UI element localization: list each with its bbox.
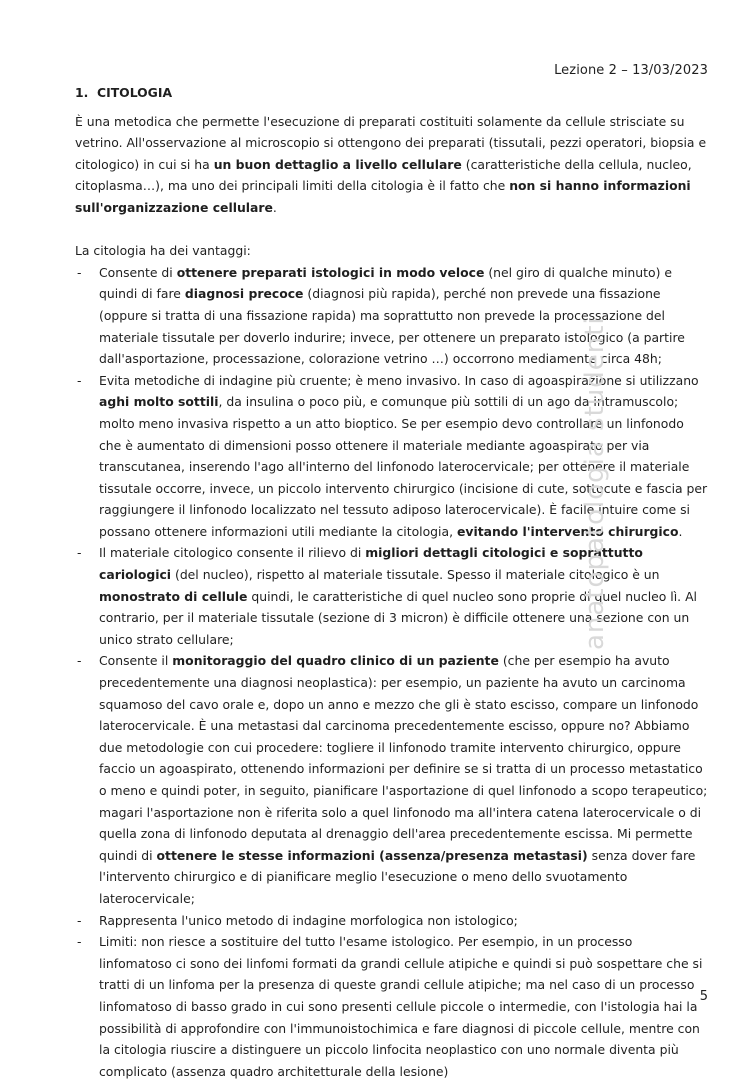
document-body: [75, 82, 709, 1082]
bold-text: monitoraggio del quadro clinico di un paziente: [172, 653, 499, 669]
list-item: [75, 370, 709, 543]
watermark-text: anatopatologia studenti: [580, 316, 610, 650]
bullet-marker: -: [77, 934, 82, 950]
list-item: [75, 542, 709, 650]
bold-text: monostrato di cellule: [99, 588, 248, 604]
text-run: Consente il: [99, 653, 173, 669]
text-run: (nel giro di qualche minuto) e quindi di fare: [99, 264, 672, 302]
section-title: CITOLOGIA: [97, 85, 173, 100]
advantages-list: [75, 262, 709, 1082]
bullet-marker: -: [77, 912, 82, 928]
bullet-marker: -: [77, 372, 82, 388]
list-item: [75, 931, 709, 1082]
text-run: (che per esempio ha avuto precedentemente una diagnosi neoplastica): per esempio, un paziente ha avuto un carcinoma squamoso del cavo orale e, dopo un anno e mezzo che gli è stato escisso, compare un linfonodo laterocervicale. È una metastasi dal carcinoma precedentemente escisso, oppure no? Abbiamo due metodologie con cui procedere: togliere il linfonodo tramite intervento chirurgico, oppure faccio un agoaspirato, ottenendo informazioni per definire se si tratta di un processo metastatico o meno e quindi poter, in seguito, pianificare l'asportazione di quel linfonodo a scopo terapeutico; magari l'asportazione non è riferita solo a quel linfonodo ma all'intera catena laterocervicale o di quella zona di linfonodo deputata al drenaggio dell'area precedentemente escissa. Mi permette quindi di: [99, 653, 708, 863]
text-run: senza dover fare l'intervento chirurgico e di pianificare meglio l'esecuzione o meno dello svuotamento laterocervicale;: [99, 847, 696, 906]
text-run: quindi, le caratteristiche di quel nucleo sono proprie di quel nucleo lì. Al contrario, per il materiale tissutale (sezione di 3 micron) è difficile ottenere una sezione con un unico strato cellulare;: [99, 588, 697, 647]
bold-text: diagnosi precoce: [184, 286, 304, 302]
list-item: [75, 262, 709, 370]
text-run: .: [678, 523, 683, 539]
text-run: Il materiale citologico consente il rilievo di: [99, 545, 366, 561]
list-item: [75, 910, 709, 932]
section-heading: [75, 82, 709, 104]
intro-paragraph: [75, 111, 709, 219]
bold-text: migliori dettagli citologici e soprattutto cariologici: [99, 545, 643, 583]
bold-text: aghi molto sottili: [99, 394, 219, 410]
text-run: È una metodica che permette l'esecuzione di preparati costituiti solamente da cellule strisciate su vetrino. All'osservazione al microscopio si ottengono dei preparati (tissutali, pezzi operatori, biopsia e citologico) in cui si ha: [75, 113, 707, 172]
page-number: 5: [699, 989, 708, 1004]
text-run: .: [272, 199, 277, 215]
bold-text: ottenere le stesse informazioni (assenza/presenza metastasi): [156, 847, 588, 863]
paragraph-spacer: [75, 219, 709, 241]
bullet-marker: -: [77, 545, 82, 561]
list-item: [75, 650, 709, 909]
text-run: Evita metodiche di indagine più cruente; è meno invasivo. In caso di agoaspirazione si utilizzano: [99, 372, 699, 388]
bold-text: un buon dettaglio a livello cellulare: [213, 156, 462, 172]
lesson-header: Lezione 2 – 13/03/2023: [554, 63, 708, 78]
text-run: Consente di: [99, 264, 177, 280]
bold-text: ottenere preparati istologici in modo veloce: [176, 264, 485, 280]
text-run: (del nucleo), rispetto al materiale tissutale. Spesso il materiale citologico è un: [171, 567, 660, 583]
bold-text: non si hanno informazioni sull'organizzazione cellulare: [75, 178, 691, 215]
text-run: Rappresenta l'unico metodo di indagine morfologica non istologico;: [99, 912, 518, 928]
advantages-intro: La citologia ha dei vantaggi:: [75, 243, 251, 259]
text-run: (caratteristiche della cellula, nucleo, citoplasma…), ma uno dei principali limiti della citologia è il fatto che: [75, 156, 692, 194]
text-run: Limiti: non riesce a sostituire del tutto l'esame istologico. Per esempio, in un processo linfomatoso ci sono dei linfomi formati da grandi cellule atipiche e quindi si può sospettare che si tratti di un linfoma per la presenza di queste grandi cellule atipiche; ma nel caso di un processo linfomatoso di basso grado in cui sono presenti cellule piccole o intermedie, con l'istologia hai la possibilità di approfondire con l'immunoistochimica e fare diagnosi di piccole cellule, mentre con la citologia riuscire a distinguere un piccolo linfocita neoplastico con uno normale diventa più complicato (assenza quadro architetturale della lesione): [99, 934, 703, 1079]
bullet-marker: -: [77, 653, 82, 669]
text-run: , da insulina o poco più, e comunque più sottili di un ago da intramuscolo; molto meno invasiva rispetto a un atto bioptico. Se per esempio devo controllare un linfonodo che è aumentato di dimensioni posso ottenere il materiale mediante agoaspirato per via transcutanea, inserendo l'ago all'interno del linfonodo laterocervicale; per ottenere il materiale tissutale occorre, invece, un piccolo intervento chirurgico (incisione di cute, sottocute e fascia per raggiungere il linfonodo localizzato nel tessuto adiposo laterocervicale). È facile intuire come si possano ottenere informazioni utili mediante la citologia,: [99, 394, 708, 539]
section-number: 1.: [75, 85, 89, 100]
bold-text: evitando l'intervento chirurgico: [456, 523, 679, 539]
bullet-marker: -: [77, 264, 82, 280]
text-run: (diagnosi più rapida), perché non prevede una fissazione (oppure si tratta di una fissazione rapida) ma soprattutto non prevede la processazione del materiale tissutale per doverlo indurire; invece, per ottenere un preparato istologico (a partire dall'asportazione, processazione, colorazione vetrino …) occorrono mediamente circa 48h;: [99, 286, 685, 367]
